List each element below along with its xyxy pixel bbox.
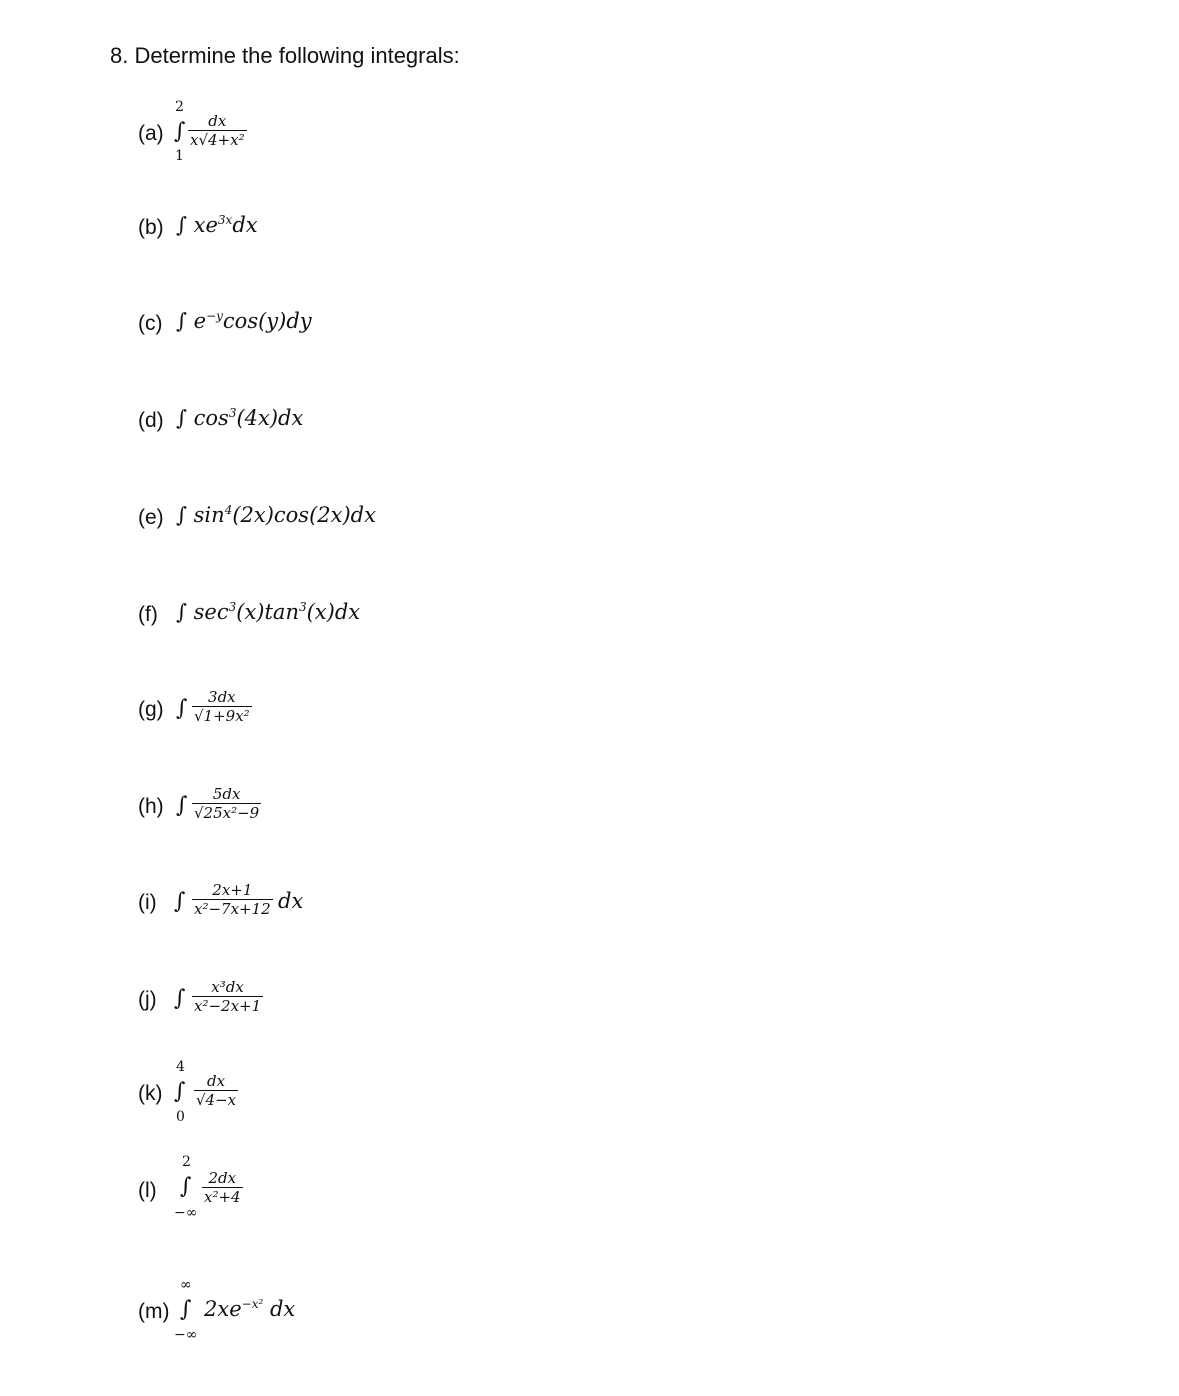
integral-sign: ∫ [174,889,186,914]
expr-superscript: 4 [224,503,233,517]
expr-superscript: 3 [228,600,237,614]
upper-limit: 2 [175,99,184,115]
item-label: (i) [138,891,157,914]
integral-sign: ∫ [176,406,187,430]
integral-item-g [138,686,838,756]
integral-item-a [138,96,838,166]
expr-mid: (x)tan [236,600,299,624]
integral-item-m [138,1278,838,1348]
integral-item-h [138,783,838,853]
expr-superscript-2: 3 [298,600,307,614]
denominator: x²−7x+12 [194,900,271,918]
integral-sign: ∫ [174,1079,186,1104]
expr-tail: cos(y)dy [222,309,312,333]
integral-sign: ∫ [174,986,186,1011]
item-label: (c) [138,312,163,335]
expr-superscript: 3 [228,406,237,420]
integral-item-f [138,587,838,657]
item-label: (j) [138,988,157,1011]
fraction [192,881,273,918]
expr-base: e [193,309,207,333]
expr-base: 2xe [204,1297,242,1321]
lower-limit: 0 [176,1109,185,1125]
expr-superscript: −x² [241,1297,264,1311]
item-label: (k) [138,1082,163,1105]
expr-tail: dx [232,213,258,237]
fraction [192,978,263,1015]
fraction [188,112,247,149]
integral-item-k [138,1060,838,1130]
lower-limit: 1 [175,148,184,164]
integral-sign: ∫ [176,793,188,818]
integral-item-d [138,393,838,463]
integral-item-e [138,490,838,560]
problem-title: 8. Determine the following integrals: [110,43,460,68]
fraction [192,688,252,725]
differential: dx [278,889,304,913]
item-label: (f) [138,603,158,626]
expr-superscript: −y [206,309,223,323]
integral-item-b [138,200,838,270]
expr-base: cos [193,406,229,430]
integral-sign: ∫ [174,119,186,144]
expression [176,504,376,526]
expression [176,310,312,332]
integral-sign: ∫ [176,309,187,333]
item-label: (b) [138,216,164,239]
expr-tail: (2x)cos(2x)dx [232,503,376,527]
denominator: √1+9x² [194,707,250,725]
numerator: 2x+1 [212,881,253,899]
expression [204,1298,295,1320]
numerator: 5dx [212,785,241,803]
integral-item-j [138,976,838,1046]
denominator: √4−x [196,1091,237,1109]
expression [176,214,258,236]
expr-superscript: 3x [217,213,233,227]
item-label: (h) [138,795,164,818]
integral-item-l [138,1153,838,1223]
denominator: x²+4 [204,1188,241,1206]
integral-sign: ∫ [180,1297,192,1322]
expr-tail: (4x)dx [236,406,304,430]
lower-limit: −∞ [174,1205,198,1221]
integral-sign: ∫ [176,600,187,624]
item-label: (d) [138,409,164,432]
integral-sign: ∫ [180,1174,192,1199]
integral-sign: ∫ [176,696,188,721]
fraction [194,1072,238,1109]
upper-limit: ∞ [180,1277,192,1293]
fraction [192,785,261,822]
integral-sign: ∫ [176,213,187,237]
fraction [202,1169,243,1206]
expr-base: xe [193,213,218,237]
expr-tail: (x)dx [306,600,361,624]
integral-sign: ∫ [176,503,187,527]
upper-limit: 4 [176,1059,185,1075]
numerator: dx [208,112,227,130]
numerator: 3dx [208,688,236,706]
item-label: (g) [138,698,164,721]
item-label: (e) [138,506,164,529]
denominator: x²−2x+1 [194,997,262,1015]
numerator: 2dx [208,1169,237,1187]
numerator: dx [207,1072,226,1090]
integral-item-c [138,296,838,366]
integral-item-i [138,879,838,949]
item-label: (m) [138,1300,170,1323]
expression [176,601,360,623]
expression [176,407,303,429]
denominator: x√4+x² [190,131,245,149]
expr-base: sec [193,600,229,624]
numerator: x³dx [211,978,244,996]
upper-limit: 2 [182,1154,191,1170]
item-label: (a) [138,122,164,145]
expr-base: sin [193,503,225,527]
expr-tail: dx [269,1297,296,1321]
lower-limit: −∞ [174,1327,198,1343]
item-label: (l) [138,1179,157,1202]
denominator: √25x²−9 [194,804,260,822]
